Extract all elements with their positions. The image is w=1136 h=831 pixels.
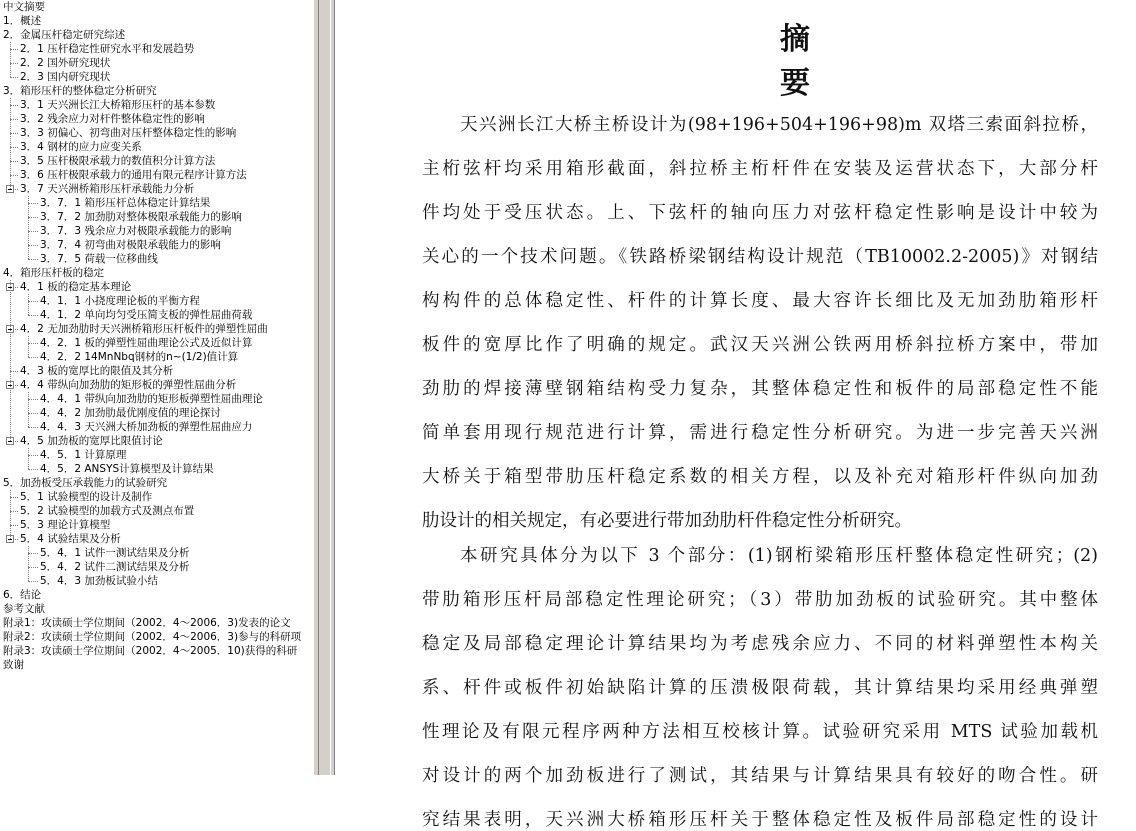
abstract-line: 究结果表明，天兴洲大桥箱形压杆关于整体稳定性及板件局部稳定性的设计 [422, 810, 1098, 830]
splitter-highlight [330, 0, 331, 775]
toc-item-label: 4．4．2 加劲肋最优刚度值的理论探讨 [40, 407, 221, 419]
tree-connector [28, 294, 29, 315]
toc-item[interactable] [3, 616, 291, 630]
toc-item[interactable] [40, 574, 158, 588]
toc-item[interactable] [3, 266, 104, 280]
toc-item-label: 4．2 无加劲肋时天兴洲桥箱形压杆板件的弹塑性屈曲 [20, 323, 268, 335]
toc-item[interactable] [20, 518, 110, 532]
abstract-line: 简单套用现行规范进行计算，需进行稳定性分析研究。为进一步完善天兴洲 [422, 423, 1098, 443]
toc-item-label: 4．5 加劲板的宽厚比限值讨论 [20, 435, 163, 447]
tree-connector [28, 336, 29, 357]
toc-item-label: 2．3 国内研究现状 [20, 71, 111, 83]
abstract-line: 性理论及有限元程序两种方法相互校核计算。试验研究采用 MTS 试验加载机 [422, 722, 1098, 742]
toc-tree-panel[interactable] [0, 0, 313, 775]
toc-item-label: 附录1：攻读硕士学位期间（2002．4～2006．3)发表的论文 [3, 617, 291, 629]
tree-connector [10, 175, 18, 176]
toc-item-label: 4．5．1 计算原理 [40, 449, 127, 461]
toc-item[interactable] [20, 140, 142, 154]
toc-item[interactable] [3, 28, 125, 42]
toc-item[interactable] [20, 490, 152, 504]
tree-connector [28, 469, 38, 470]
toc-item[interactable] [40, 420, 252, 434]
toc-item-label: 附录3：攻读硕士学位期间（2002．4～2005．10)获得的科研 [3, 645, 298, 657]
toc-item-label: 3．7．1 箱形压杆总体稳定计算结果 [40, 197, 211, 209]
toc-item-label: 5．4．1 试件一测试结果及分析 [40, 547, 190, 559]
abstract-line: 肋设计的相关规定，有必要进行带加劲肋杆件稳定性分析研究。 [422, 511, 912, 531]
tree-connector [28, 315, 38, 316]
tree-connector [28, 231, 38, 232]
toc-item[interactable] [40, 546, 189, 560]
tree-connector [10, 511, 18, 512]
toc-item-label: 5．2 试验模型的加载方式及测点布置 [20, 505, 195, 517]
tree-connector [10, 119, 18, 120]
toc-item[interactable] [20, 322, 268, 336]
toc-item[interactable] [20, 126, 236, 140]
toc-item-label: 2．1 压杆稳定性研究水平和发展趋势 [20, 43, 195, 55]
tree-connector [28, 203, 38, 204]
toc-item[interactable] [3, 644, 297, 658]
toc-item-label: 5．3 理论计算模型 [20, 519, 111, 531]
toc-item-label: 4．5．2 ANSYS计算模型及计算结果 [40, 463, 214, 475]
toc-item[interactable] [20, 154, 215, 168]
toc-item[interactable] [40, 224, 231, 238]
toc-item-label: 4．1 板的稳定基本理论 [20, 281, 132, 293]
toc-item[interactable] [40, 406, 221, 420]
tree-connector [10, 63, 18, 64]
toc-item[interactable] [3, 630, 301, 644]
toc-item[interactable] [40, 196, 210, 210]
toc-item-label: 3．2 残余应力对杆件整体稳定性的影响 [20, 113, 205, 125]
toc-item-label: 5．1 试验模型的设计及制作 [20, 491, 153, 503]
toc-item[interactable] [3, 476, 167, 490]
tree-connector [10, 161, 18, 162]
toc-item-label: 5．4．2 试件二测试结果及分析 [40, 561, 190, 573]
toc-item-label: 5．加劲板受压承载能力的试验研究 [3, 477, 168, 489]
abstract-line: 劲肋的焊接薄壁钢箱结构受力复杂，其整体稳定性和板件的局部稳定性不能 [422, 379, 1098, 399]
toc-item[interactable] [20, 42, 194, 56]
toc-item[interactable] [20, 504, 194, 518]
abstract-line: 天兴洲长江大桥主桥设计为(98+196+504+196+98)m 双塔三索面斜拉桥， [460, 115, 1098, 135]
toc-item[interactable] [40, 238, 221, 252]
toc-item-label: 3．6 压杆极限承载力的通用有限元程序计算方法 [20, 169, 247, 181]
toc-item-label: 附录2：攻读硕士学位期间（2002．4～2006．3)参与的科研项 [3, 631, 302, 643]
tree-connector [28, 448, 29, 469]
splitter-shadow [318, 0, 319, 775]
toc-item[interactable] [20, 532, 121, 546]
tree-connector [10, 105, 18, 106]
toc-item-label: 3．7．3 残余应力对极限承载能力的影响 [40, 225, 232, 237]
toc-item-label: 3．7．2 加劲肋对整体极限承载能力的影响 [40, 211, 242, 223]
toc-item[interactable] [20, 434, 163, 448]
toc-item[interactable] [20, 378, 236, 392]
toc-item-label: 1．概述 [3, 15, 42, 27]
toc-item-label: 致谢 [3, 659, 24, 671]
tree-connector [28, 413, 38, 414]
toc-item-label: 4．2．1 板的弹塑性屈曲理论公式及近似计算 [40, 337, 253, 349]
toc-item-label: 3．7．4 初弯曲对极限承载能力的影响 [40, 239, 221, 251]
tree-connector [10, 133, 18, 134]
toc-item-label: 3．1 天兴洲长江大桥箱形压杆的基本参数 [20, 99, 216, 111]
tree-connector [28, 301, 38, 302]
tree-connector [28, 399, 38, 400]
toc-item-label: 4．1．2 单向均匀受压简支板的弹性屈曲荷载 [40, 309, 253, 321]
toc-item[interactable] [40, 210, 242, 224]
abstract-line: 关心的一个技术问题。《铁路桥梁钢结构设计规范（TB10002.2-2005)》对钢结 [422, 247, 1098, 267]
tree-connector [28, 196, 29, 259]
tree-connector [10, 77, 18, 78]
toc-item[interactable] [20, 364, 173, 378]
toc-item-label: 2．金属压杆稳定研究综述 [3, 29, 126, 41]
toc-item-label: 3．箱形压杆的整体稳定分析研究 [3, 85, 157, 97]
tree-connector [10, 147, 18, 148]
toc-item-label: 4．4．3 天兴洲大桥加劲板的弹塑性屈曲应力 [40, 421, 253, 433]
toc-item-label: 3．4 钢材的应力应变关系 [20, 141, 142, 153]
abstract-line: 稳定及局部稳定理论计算结果均为考虑残余应力、不同的材料弹塑性本构关 [422, 634, 1098, 654]
tree-connector [28, 357, 38, 358]
tree-connector [28, 217, 38, 218]
tree-connector [10, 98, 11, 189]
tree-connector [28, 455, 38, 456]
toc-item[interactable] [3, 602, 45, 616]
toc-item[interactable] [20, 182, 194, 196]
toc-item[interactable] [20, 56, 110, 70]
toc-item-label: 2．2 国外研究现状 [20, 57, 111, 69]
tree-connector [28, 546, 29, 581]
toc-item-label: 4．箱形压杆板的稳定 [3, 267, 105, 279]
toc-item[interactable] [40, 308, 252, 322]
tree-connector [10, 49, 18, 50]
abstract-line: 本研究具体分为以下 3 个部分：(1)钢桁梁箱形压杆整体稳定性研究；(2) [460, 546, 1098, 566]
toc-item[interactable] [3, 14, 41, 28]
toc-item[interactable] [40, 294, 200, 308]
toc-item[interactable] [40, 462, 214, 476]
tree-connector [10, 42, 11, 77]
toc-item[interactable] [40, 448, 126, 462]
page-title: 摘要 [780, 22, 920, 101]
abstract-line: 带肋箱形压杆局部稳定性理论研究；（3）带肋加劲板的试验研究。其中整体 [422, 590, 1098, 610]
toc-item-label: 6．结论 [3, 589, 42, 601]
toc-item-label: 4．1．1 小挠度理论板的平衡方程 [40, 295, 200, 307]
tree-connector [10, 280, 11, 441]
toc-item-label: 5．4 试验结果及分析 [20, 533, 121, 545]
tree-connector [28, 427, 38, 428]
toc-item[interactable] [40, 350, 238, 364]
toc-item-label: 3．7 天兴洲桥箱形压杆承载能力分析 [20, 183, 195, 195]
toc-item[interactable] [20, 98, 215, 112]
toc-item-label: 4．2．2 14MnNbq钢材的n~(1/2)值计算 [40, 351, 239, 363]
tree-connector [28, 392, 29, 427]
toc-item[interactable] [40, 252, 158, 266]
abstract-line: 板件的宽厚比作了明确的规定。武汉天兴洲公铁两用桥斜拉桥方案中，带加 [422, 335, 1098, 355]
toc-item-label: 3．7．5 荷载一位移曲线 [40, 253, 158, 265]
abstract-line: 系、杆件或板件初始缺陷计算的压溃极限荷载，其计算结果均采用经典弹塑 [422, 678, 1098, 698]
toc-item-label: 3．5 压杆极限承载力的数值积分计算方法 [20, 155, 216, 167]
tree-connector [28, 553, 38, 554]
toc-item-label: 4．3 板的宽厚比的限值及其分析 [20, 365, 174, 377]
toc-item[interactable] [20, 70, 110, 84]
toc-item-label: 中文摘要 [3, 1, 45, 13]
tree-connector [10, 497, 18, 498]
toc-item-label: 4．4 带纵向加劲肋的矩形板的弹塑性屈曲分析 [20, 379, 237, 391]
tree-connector [10, 371, 18, 372]
toc-item[interactable] [20, 168, 247, 182]
abstract-line: 构构件的总体稳定性、杆件的计算长度、最大容许长细比及无加劲肋箱形杆 [422, 291, 1098, 311]
tree-connector [28, 343, 38, 344]
toc-item-label: 5．4．3 加劲板试验小结 [40, 575, 158, 587]
tree-connector [10, 525, 18, 526]
abstract-line: 件均处于受压状态。上、下弦杆的轴向压力对弦杆稳定性影响是设计中较为 [422, 203, 1098, 223]
tree-connector [28, 581, 38, 582]
document-view[interactable] [336, 0, 1136, 830]
pane-splitter[interactable] [313, 0, 335, 775]
toc-item[interactable] [40, 560, 189, 574]
tree-connector [10, 490, 11, 539]
toc-item[interactable] [3, 588, 41, 602]
tree-connector [28, 259, 38, 260]
toc-item-label: 3．3 初偏心、初弯曲对压杆整体稳定性的影响 [20, 127, 237, 139]
tree-connector [28, 245, 38, 246]
abstract-line: 主桁弦杆均采用箱形截面，斜拉桥主桁杆件在安装及运营状态下，大部分杆 [422, 159, 1098, 179]
toc-item[interactable] [20, 280, 131, 294]
tree-connector [28, 567, 38, 568]
abstract-line: 对设计的两个加劲板进行了测试，其结果与计算结果具有较好的吻合性。研 [422, 766, 1098, 786]
toc-item[interactable] [40, 336, 252, 350]
toc-item[interactable] [40, 392, 263, 406]
toc-item[interactable] [20, 112, 205, 126]
toc-item[interactable] [3, 658, 24, 672]
abstract-line: 大桥关于箱型带肋压杆稳定系数的相关方程，以及补充对箱形杆件纵向加劲 [422, 467, 1098, 487]
toc-item[interactable] [3, 84, 157, 98]
toc-item[interactable] [3, 0, 45, 14]
toc-item-label: 4．4．1 带纵向加劲肋的矩形板弹塑性屈曲理论 [40, 393, 263, 405]
toc-item-label: 参考文献 [3, 603, 45, 615]
